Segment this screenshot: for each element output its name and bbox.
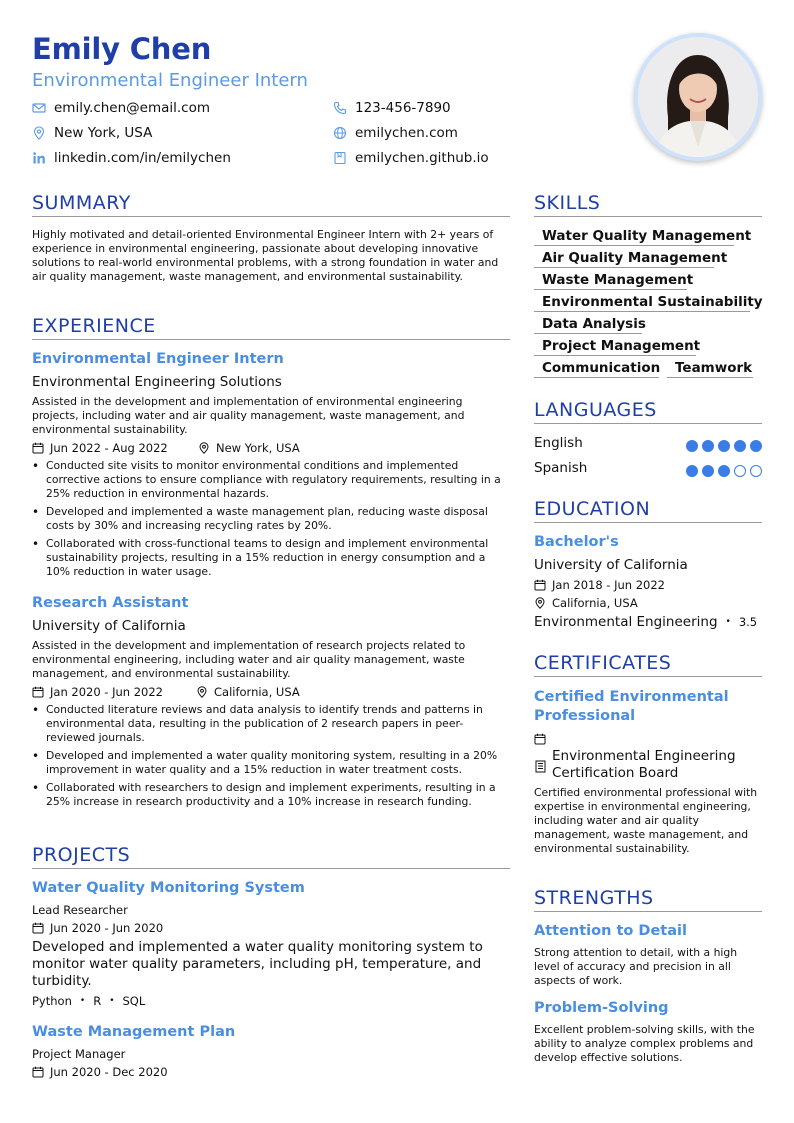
skill-tag: Data Analysis xyxy=(534,316,642,334)
list-item: • Conducted site visits to monitor environmental conditions and implemented corrective actions to ensure compliance with regulatory requirements, resulting in a 25% reduction in environmental hazards. xyxy=(32,459,512,501)
project-role: Project Manager xyxy=(32,1047,126,1061)
calendar-icon xyxy=(32,1066,44,1078)
certificate-date xyxy=(534,730,546,749)
skill-tag: Teamwork xyxy=(667,360,753,378)
language-level-english xyxy=(686,440,762,452)
list-item: • Developed and implemented a water quality monitoring system, resulting in a 20% improvement in water quality and a 15% reduction in water treatment costs. xyxy=(32,749,512,777)
certificates-heading: CERTIFICATES xyxy=(534,652,762,677)
email-text: emily.chen@email.com xyxy=(54,100,211,116)
strength-description: Strong attention to detail, with a high level of accuracy and precision in all aspects of work. xyxy=(534,946,738,987)
contact-location xyxy=(32,124,152,142)
certificate-description: Certified environmental professional with expertise in environmental engineering, including water and air quality management, waste management, and environmental sustainability. xyxy=(534,786,758,855)
degree: Bachelor's xyxy=(534,534,619,550)
profile-photo xyxy=(634,33,762,161)
languages-heading: LANGUAGES xyxy=(534,399,762,424)
contact-github[interactable] xyxy=(333,149,489,167)
job-dates: Jun 2022 - Aug 2022 xyxy=(32,441,168,455)
strength-description: Excellent problem-solving skills, with the ability to analyze complex problems and develop effective solutions. xyxy=(534,1023,755,1064)
language-level-spanish xyxy=(686,465,762,477)
job-bullets xyxy=(32,703,512,813)
job-dates: Jan 2020 - Jun 2022 xyxy=(32,685,163,699)
job-location: California, USA xyxy=(196,685,300,699)
mail-icon xyxy=(32,101,46,115)
level-dot-filled xyxy=(686,440,698,452)
tag: Python xyxy=(32,994,72,1008)
job-location: New York, USA xyxy=(198,441,300,455)
skill-tag: Air Quality Management xyxy=(534,250,714,268)
education-dates: Jan 2018 - Jun 2022 xyxy=(534,578,665,592)
tag: SQL xyxy=(122,994,146,1008)
level-dot-filled xyxy=(750,440,762,452)
tag: R xyxy=(93,994,102,1008)
job-org: Environmental Engineering Solutions xyxy=(32,374,282,390)
strengths-heading: STRENGTHS xyxy=(534,887,762,912)
linkedin-text: linkedin.com/in/emilychen xyxy=(54,150,231,166)
skill-tag: Communication xyxy=(534,360,659,378)
contact-linkedin[interactable] xyxy=(32,149,231,167)
calendar-icon xyxy=(534,579,546,591)
strength-title: Attention to Detail xyxy=(534,923,687,939)
contact-email[interactable] xyxy=(32,99,210,117)
candidate-name: Emily Chen xyxy=(32,32,212,66)
projects-heading: PROJECTS xyxy=(32,844,510,869)
level-dot-filled xyxy=(718,465,730,477)
job-description: Assisted in the development and implementation of environmental engineering projects, including water and air quality management, waste management, and environmental sustainability. xyxy=(32,395,465,436)
certificate-issuer: Environmental Engineering Certification Board xyxy=(552,748,736,781)
certificate-name: Certified Environmental Professional xyxy=(534,689,729,724)
location-pin-icon xyxy=(32,126,46,140)
level-dot-empty xyxy=(734,465,746,477)
github-text: emilychen.github.io xyxy=(355,150,489,166)
location-pin-icon xyxy=(196,686,208,698)
language-name: English xyxy=(534,435,583,451)
level-dot-empty xyxy=(750,465,762,477)
location-text: New York, USA xyxy=(54,125,153,141)
project-title: Waste Management Plan xyxy=(32,1024,236,1040)
job-title: Research Assistant xyxy=(32,595,189,611)
project-tags: Python • R • SQL xyxy=(32,994,146,1008)
strength-title: Problem-Solving xyxy=(534,1000,669,1016)
globe-icon xyxy=(333,126,347,140)
list-item: • Collaborated with researchers to design and implement experiments, resulting in a 25% increase in research productivity and a 10% increase in research funding. xyxy=(32,781,512,809)
skill-tag: Water Quality Management xyxy=(534,228,734,246)
institution-icon xyxy=(534,760,547,773)
list-item: • Developed and implemented a waste management plan, reducing waste disposal costs by 30% and increasing recycling rates by 20%. xyxy=(32,505,512,533)
skill-tag: Project Management xyxy=(534,338,696,356)
field-of-study: Environmental Engineering xyxy=(534,614,718,630)
calendar-icon xyxy=(32,922,44,934)
certificate-issuer-icon-wrap xyxy=(534,758,547,777)
contact-website[interactable] xyxy=(333,124,458,142)
calendar-icon xyxy=(534,733,546,745)
level-dot-filled xyxy=(718,440,730,452)
level-dot-filled xyxy=(702,465,714,477)
education-heading: EDUCATION xyxy=(534,498,762,523)
linkedin-icon xyxy=(32,151,46,165)
calendar-icon xyxy=(32,686,44,698)
project-title: Water Quality Monitoring System xyxy=(32,880,305,896)
education-field-row: Environmental Engineering • 3.5 xyxy=(534,614,758,630)
school-name: University of California xyxy=(534,557,688,573)
project-dates: Jun 2020 - Jun 2020 xyxy=(32,921,163,935)
gpa: 3.5 xyxy=(738,615,758,629)
summary-heading: SUMMARY xyxy=(32,192,510,217)
phone-text: 123-456-7890 xyxy=(355,100,451,116)
job-title: Environmental Engineer Intern xyxy=(32,351,284,367)
level-dot-filled xyxy=(734,440,746,452)
portrait-image xyxy=(638,37,758,157)
job-description: Assisted in the development and implementation of research projects related to environmental engineering, including water and air quality management, waste management, and environmental sustainability. xyxy=(32,639,466,680)
phone-icon xyxy=(333,101,347,115)
summary-text: Highly motivated and detail-oriented Environmental Engineer Intern with 2+ years of experience in environmental engineering, passionate about developing innovative solutions to real-world environmental problems, with a strong foundation in water and air quality management, waste management, and environmental sustainability. xyxy=(32,228,499,283)
project-role: Lead Researcher xyxy=(32,903,128,917)
list-item: • Conducted literature reviews and data analysis to identify trends and patterns in environmental data, resulting in the publication of 2 research papers in peer-reviewed journals. xyxy=(32,703,512,745)
experience-heading: EXPERIENCE xyxy=(32,315,510,340)
project-dates: Jun 2020 - Dec 2020 xyxy=(32,1065,168,1079)
language-name: Spanish xyxy=(534,460,588,476)
website-text: emilychen.com xyxy=(355,125,458,141)
level-dot-filled xyxy=(686,465,698,477)
education-location: California, USA xyxy=(534,596,638,610)
portfolio-icon xyxy=(333,151,347,165)
skills-heading: SKILLS xyxy=(534,192,762,217)
skill-tag: Environmental Sustainability xyxy=(534,294,750,312)
contact-phone[interactable] xyxy=(333,99,451,117)
location-pin-icon xyxy=(198,442,210,454)
job-bullets xyxy=(32,459,512,583)
list-item: • Collaborated with cross-functional teams to design and implement environmental sustainability projects, resulting in a 15% reduction in energy consumption and a 10% reduction in water usage. xyxy=(32,537,512,579)
location-pin-icon xyxy=(534,597,546,609)
candidate-role: Environmental Engineer Intern xyxy=(32,70,308,91)
level-dot-filled xyxy=(702,440,714,452)
calendar-icon xyxy=(32,442,44,454)
project-description: Developed and implemented a water quality monitoring system to monitor water quality parameters, including pH, temperature, and turbidity. xyxy=(32,939,483,989)
skill-tag: Waste Management xyxy=(534,272,687,290)
job-org: University of California xyxy=(32,618,186,634)
